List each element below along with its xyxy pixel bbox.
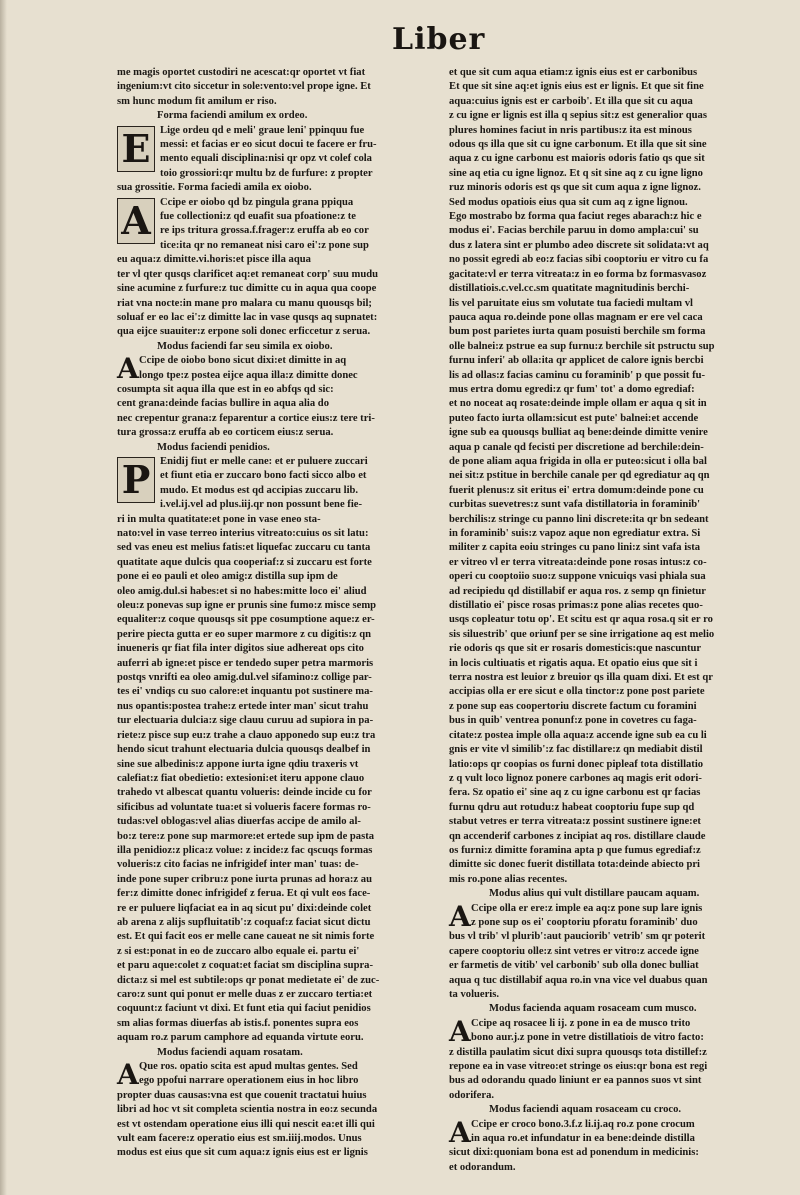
text-line: illa penidioz:z plica:z volue: z incide:z fac qscuqs formas [117, 844, 373, 856]
text-line: mudo. Et modus est qd accipias zuccaru lib. [160, 484, 359, 496]
text-line: bum post parietes iurta quam posuisti berchile sm forma [449, 326, 706, 338]
text-line: quatitate aque dulcis qua cooperiaf:z si zuccaru est forte [117, 556, 372, 568]
text-line: z cu igne er lignis est illa q sepius sit:z est generalior quas [449, 110, 707, 122]
text-line: de pone aliam aqua frigida in olla er puteo:sicut i olla bal [449, 455, 707, 467]
text-line: i.vel.ij.vel ad plus.iij.qr non possunt bene fie- [160, 499, 363, 511]
text-line: dicta:z si mel est subtile:ops qr ponat medietate ei' de zuc- [117, 974, 380, 986]
text-line: mis ro.pone alias recentes. [449, 873, 568, 885]
text-line: volueris:z cito facias ne infrigidef inter man' tuas: de- [117, 859, 359, 871]
section-heading: Modus alius qui vult distillare paucam aquam. [489, 888, 700, 900]
text-line: sm hunc modum fit amilum er riso. [117, 95, 277, 107]
text-line: er vitreo vl er terra vitreata:deinde pone rosas intus:z co- [449, 556, 707, 568]
text-line: terra nostra est leuior z breuior qs illa quam dixi. Et est qr [449, 672, 713, 684]
text-line: sificibus ad voluntate tua:et si volueris facere formas ro- [117, 801, 371, 813]
text-line: odorifera. [449, 1089, 495, 1101]
text-line: equaliter:z coque quousqs sit ppe cosumptione aque:z er- [117, 614, 375, 626]
text-line: cent grana:deinde facias bullire in aqua alia do [117, 398, 329, 410]
text-line: furnu inferi' ab olla:ita qr applicet de calore ignis bercbi [449, 355, 704, 367]
paragraph-with-initial [117, 455, 437, 527]
text-line: toio grossiori:qr multu bz de furfure: z propter [160, 167, 373, 179]
text-line: Ccipe aq rosacee li ij. z pone in ea de musco trito [471, 1017, 691, 1029]
text-line: tudas:vel oblogas:vel alias diuerfas accipe de amilo al- [117, 816, 361, 828]
text-line: sua grossitie. Forma faciedi amila ex oiobo. [117, 182, 312, 194]
text-line: in aqua ro.et infundatur in ea bene:deinde distilla [471, 1133, 695, 1145]
text-line: Et que sit sine aq:et ignis eius est er lignis. Et que sit fine [449, 81, 704, 93]
text-line: sine aq etia cu igne lignoz. Et q sit sine aq z cu igne ligno [449, 167, 703, 179]
text-line: inde pone super cribru:z pone iurta prunas ad hora:z au [117, 873, 372, 885]
text-line: et paru aque:colet z coquat:et faciat sm disciplina supra- [117, 960, 373, 972]
text-line: nei sit:z pstitue in berchile canale per qd egrediatur aq qn [449, 470, 710, 482]
text-line: eu aqua:z dimitte.vi.horis:et pisce illa aqua [117, 254, 311, 266]
text-line: riat vna nocte:in mane pro malara cu manu quousqs bil; [117, 297, 372, 309]
text-line: berchilis:z stringe cu panno lini discrete:ita qr bn sedeant [449, 513, 709, 525]
text-line: ad recipiedu qd distillabif er aqua ros. z semp qn finietur [449, 585, 706, 597]
text-line: z distilla paulatim sicut dixi supra quousqs tota distillef:z [449, 1046, 707, 1058]
section-heading: Modus faciendi aquam rosatam. [157, 1046, 303, 1058]
text-line: z pone sup eas coopertoriu discrete factum cu foramini [449, 700, 697, 712]
section-heading: Modus faciendi penidios. [157, 441, 270, 453]
text-line: nato:vel in vase terreo interius vitreato:cuius os sit latu: [117, 528, 369, 539]
text-line: libri ad hoc vt sit completa scientia nostra in eo:z secunda [117, 1104, 378, 1116]
text-line: ingenium:vt cito siccetur in sole:vento:vel prope igne. Et [117, 81, 371, 93]
text-line: accipias olla er ere sicut e olla tinctor:z pone post pariete [449, 686, 705, 698]
text-line: latio:ops qr coopias os furni donec pipleaf tota distillatio [449, 758, 704, 770]
text-line: sine acumine z furfure:z tuc dimitte cu in aqua qua coope [117, 283, 377, 295]
text-line: capere cooptoriu olle:z sint vetres er vitro:z accede igne [449, 945, 699, 957]
paragraph-with-initial [117, 354, 437, 412]
text-line: citate:z postea imple olla aqua:z accende igne sub ea cu li [449, 729, 707, 741]
text-line: oleo amig.dul.si habes:et si no habes:mitte loco ei' aliud [117, 585, 367, 597]
text-line: operi cu cooptoiio suo:z suppone vnicuiqs vasi phiala sua [449, 571, 706, 583]
text-line: fera. Sz opatio ei' sine aq z cu igne carbonu est qr facias [449, 787, 701, 799]
text-line: bus in quib' ventrea ponunf:z pone in covetres cu faga- [449, 715, 697, 727]
text-line: in locis cultiuatis et rigatis aqua. Et opatio eius que sit i [449, 657, 698, 669]
text-line: Lige ordeu qd e meli' graue leni' ppinquu fue [160, 124, 365, 136]
text-line: me magis oportet custodiri ne acescat:qr oportet vt fiat [117, 67, 366, 78]
text-line: trahedo vt albescat quantu volueris: deinde incide cu for [117, 787, 372, 799]
running-head: Liber [392, 22, 486, 57]
text-line: aquam ro.z parum camphore ad equanda virtute eoru. [117, 1032, 364, 1044]
text-line: bus ad odorandu quado liniunt er ea pannos suos vt sint [449, 1075, 702, 1087]
text-line: rie odoris qs que sit er rosaris domesticis:que nascuntur [449, 643, 702, 655]
text-line: er farmetis de vitib' vel carbonib' sub olla donec bulliat [449, 960, 699, 972]
text-line: gnis er vite vl similib':z fac distillare:z qn mediabit distil [449, 744, 703, 756]
section-heading: Forma faciendi amilum ex ordeo. [157, 110, 308, 122]
text-line: sine sue albedinis:z appone iurta igne qdiu traxeris vt [117, 758, 359, 770]
section-heading: Modus faciendi far seu simila ex oiobo. [157, 340, 333, 352]
text-line: longo tpe:z postea eijce aqua illa:z dimitte donec [139, 369, 358, 381]
text-line: sicut dixi:quoniam bona est ad ponendum in medicinis: [449, 1147, 699, 1159]
decorated-initial: A [117, 198, 155, 244]
text-line: pone ei eo pauli et oleo amig:z distilla sup ipm de [117, 571, 338, 583]
text-line: ab arena z alijs supfluitatib':z coquaf:z faciat sicut dictu [117, 916, 371, 928]
text-line: oleu:z ponevas sup igne er prunis sine fumo:z misce semp [117, 600, 377, 612]
text-line: et que sit cum aqua etiam:z ignis eius est er carbonibus [449, 67, 698, 78]
text-line: Ego mostrabo bz forma qua faciut reges abarach:z hic e [449, 211, 702, 223]
text-line: aqua:cuius ignis est er carboib'. Et illa que sit cu aqua [449, 95, 693, 107]
decorated-initial: A [117, 1058, 139, 1092]
text-line: tice:ita qr no remaneat nisi caro ei':z pone sup [160, 239, 369, 251]
text-line: inueneris qr fiat fila inter digitos siue adhereat ops cito [117, 643, 364, 655]
text-line: et fiunt etia er zuccaro bono facti sicco albo et [160, 470, 367, 482]
text-line: est. Et qui facit eos er melle cane caueat ne sit nimis forte [117, 931, 375, 943]
text-line: propter duas causas:vna est que couenit tractatui huius [117, 1089, 367, 1101]
text-line: est vt ostendam operatione eius illi qui nescit ea:et illi qui [117, 1118, 375, 1130]
text-line: ri in multa quatitate:et pone in vase eneo sta- [117, 513, 321, 525]
text-line: nus opantis:postea trahe:z ertede inter man' sicut trahu [117, 700, 369, 712]
paragraph-with-initial [449, 899, 762, 945]
text-line: no possit egredi ab eo:z facias sibi cooptoriu er vitro cu fa [449, 254, 709, 266]
text-line: qua eijce suauiter:z erpone soli donec erficcetur z serua. [117, 326, 371, 338]
text-line: riete:z pisce sup eu:z trahe a clauo apponedo sup eu:z tra [117, 729, 376, 741]
text-line: re er puluere liqfaciat ea in aq sicut pu' dixi:deinde colet [117, 902, 372, 914]
decorated-initial: A [449, 1115, 471, 1149]
section-heading: Modus facienda aquam rosaceam cum musco. [489, 1003, 697, 1015]
text-line: usqs copleatur totu op'. Et scitu est qr aqua rosa.q sit er ro [449, 614, 713, 626]
text-line: vult eam facere:z operatio eius est sm.iiij.modos. Unus [117, 1133, 362, 1145]
text-line: modus est eius que sit cum aqua:z ignis eius est er lignis [117, 1147, 368, 1159]
text-line: re ips tritura grossa.f.frager:z eruffa ab eo cor [160, 225, 369, 237]
text-line: nec crepentur grana:z feparentur a cortice eius:z tere tri- [117, 412, 375, 424]
text-line: stabut vetres er terra vitreata:z possint sustinere igne:et [449, 816, 701, 828]
text-line: z si est:ponat in eo de zuccaro albo equale ei. partu ei' [117, 945, 360, 957]
text-line: fuerit plenus:z sit eritus ei' ertra domum:deinde pone cu [449, 484, 704, 496]
text-line: repone ea in vase vitreo:et stringe os eius:qr bona est regi [449, 1061, 708, 1073]
text-line: ta volueris. [449, 989, 500, 1000]
text-line: auferri ab igne:et pisce er tendedo super petra marmoris [117, 657, 374, 669]
text-line: gacitate:vl er terra vitreata:z in eo forma bz formasvasoz [449, 268, 707, 280]
paragraph-with-initial [117, 196, 437, 340]
text-line: ruz minoris odoris est qs que sit cum aqua z igne lignoz. [449, 182, 701, 194]
text-line: fue collectioni:z qd euafit sua pfoatione:z te [160, 211, 356, 223]
text-line: tura grossa:z eruffa ab eo corticem eius:z serua. [117, 427, 334, 439]
text-line: bo:z tere:z pone sup marmore:et ertede sup ipm de pasta [117, 830, 375, 842]
text-line: z pone sup os ei' cooptoriu pforatu foraminib' duo [471, 916, 698, 928]
text-line: Ccipe olla er ere:z imple ea aq:z pone sup lare ignis [471, 902, 703, 914]
text-line: aqua z cu igne carbonu est maioris odoris fatio qs que sit [449, 153, 705, 165]
text-line: in foraminib' suis:z vapoz aque non egrediatur extra. Si [449, 528, 701, 539]
text-line: calefiat:z fiat obedietio: extesioni:et iteru appone clauo [117, 772, 365, 784]
text-line: olle balnei:z pstrue ea sup furnu:z berchile sit pstructu sup [449, 340, 715, 352]
text-line: dimitte sic donec fuerit distillata tota:deinde abiecto pri [449, 859, 700, 871]
text-line: ego ppofui narrare operationem eius in hoc libro [139, 1075, 359, 1087]
text-line: tes ei' vndiqs cu suo calore:et inquantu pot sustinere ma- [117, 686, 373, 698]
text-line: aqua p canale qd fecisti per discretione ad berchile:dein- [449, 441, 704, 453]
text-line: Ccipe de oiobo bono sicut dixi:et dimitte in aq [139, 355, 347, 367]
decorated-initial: A [449, 1014, 471, 1048]
text-line: odous qs illa que sit cu igne carbonum. Et illa que sit sine [449, 139, 707, 151]
text-line: messi: et facias er eo sicut docui te facere er fru- [160, 139, 377, 151]
paragraph-with-initial [449, 1014, 762, 1060]
text-line: pauca aqua ro.deinde pone ollas magnam er ere vel caca [449, 311, 703, 323]
right-text-column [449, 66, 762, 1175]
text-line: Sed modus opatiois eius qua sit cum aq z igne lignou. [449, 196, 688, 208]
text-line: bus vl trib' vl plurib':aut pauciorib' vetrib' sm qr poterit [449, 931, 706, 943]
decorated-initial: A [449, 899, 471, 933]
text-line: modus ei'. Facias berchile paruu in domo ampla:cui' su [449, 225, 699, 237]
text-line: sm alias formas diuerfas ab istis.f. ponentes supra eos [117, 1017, 359, 1029]
text-line: lis ad ollas:z facias caminu cu foraminib' p que possit fu- [449, 369, 706, 381]
text-line: curbitas suevetres:z sunt vafa distillatoria in foraminib' [449, 499, 701, 511]
text-line: z q vult loco lignoz ponere carbones aq magis erit odori- [449, 772, 702, 784]
text-line: Que ros. opatio scita est apud multas gentes. Sed [139, 1061, 358, 1073]
page-edge-shadow [0, 0, 7, 1195]
decorated-initial: A [117, 352, 139, 386]
text-line: puteo facto iurta ollam:sicut est pute' balnei:et accende [449, 412, 699, 424]
text-line: aqua q tuc distillabif aqua ro.in vna vice vel duabus quan [449, 974, 708, 986]
text-line: et odorandum. [449, 1161, 516, 1173]
text-line: dus z latera sint er plumbo adeo discrete sit solidata:vt aq [449, 239, 709, 251]
text-line: distillatio ei' pisce rosas primas:z pone alias recetes quo- [449, 600, 703, 612]
text-line: perire piecta gutta er eo super marmore z cu digitis:z qn [117, 628, 372, 640]
text-line: soluaf er eo lac ei':z dimitte lac in vase qusqs aq supnatet: [117, 311, 378, 323]
text-line: Enidij fiut er melle cane: et er puluere zuccari [160, 455, 368, 467]
text-line: militer z capita eoiu stringes cu pano lini:z sint vafa ista [449, 542, 701, 554]
text-line: mento equali disciplina:nisi qr opz vt colef cola [160, 153, 372, 165]
text-line: igne sub ea quousqs bulliat aq bene:deinde dimitte venire [449, 427, 708, 439]
paragraph-with-initial [117, 124, 437, 196]
text-line: fer:z dimitte donec infrigidef z ferua. Et qi vult eos face- [117, 888, 371, 900]
text-line: furnu qdru aut rotudu:z habeat cooptoriu fupe sup qd [449, 801, 695, 813]
text-line: plures homines faciut in nris partibus:z ita est minous [449, 124, 692, 136]
text-line: mus ertra domu egredi:z qr fum' tot' a domo egrediaf: [449, 383, 695, 395]
text-line: bono aur.j.z pone in vetre distillatiois de vitro facto: [471, 1032, 704, 1044]
decorated-initial: E [117, 126, 155, 172]
text-line: sed vas eneu est melius fatis:et liquefac zuccaru cu tanta [117, 542, 371, 554]
text-line: Ccipe er oiobo qd bz pingula grana ppiqua [160, 196, 354, 208]
text-line: cosumpta sit aqua illa que est in eo abfqs qd sic: [117, 383, 334, 395]
text-line: Ccipe er croco bono.3.f.z li.ij.aq ro.z pone crocum [471, 1118, 695, 1130]
text-line: coquunt:z faciunt vt dixi. Et funt etia qui faciut penidios [117, 1003, 371, 1015]
left-text-column [117, 66, 437, 1161]
text-line: hendo sicut trahunt electuaria dulcia quousqs dealbef in [117, 744, 371, 756]
text-line: distillatiois.c.vel.cc.sm quatitate magnitudinis berchi- [449, 283, 690, 295]
text-line: qn accenderif carbones z incipiat aq ros. distillare claude [449, 830, 706, 842]
text-line: et no noceat aq rosate:deinde imple ollam er aqua q sit in [449, 398, 707, 410]
text-line: lis vel paruitate eius sm volutate tua faciedi multam vl [449, 297, 693, 309]
text-line: tur electuaria dulcia:z sige clauu curuu ad supiora in pa- [117, 715, 374, 727]
section-heading: Modus faciendi aquam rosaceam cu croco. [489, 1104, 682, 1116]
paragraph-with-initial [117, 1060, 437, 1103]
text-line: caro:z sunt qui ponut er melle duas z er zuccaro tertia:et [117, 989, 373, 1000]
text-line: os furni:z dimitte foramina apta p que fumus egrediaf:z [449, 844, 701, 856]
text-line: sis siluestrib' que oriunf per se sine irrigatione aq est melio [449, 628, 715, 640]
decorated-initial: P [117, 457, 155, 503]
text-line: postqs vnrifti ea oleo amig.dul.vel sifamino:z collige par- [117, 672, 372, 684]
text-line: ter vl qter qusqs clarificet aq:et remaneat corp' suu mudu [117, 268, 379, 280]
paragraph-with-initial [449, 1115, 762, 1149]
